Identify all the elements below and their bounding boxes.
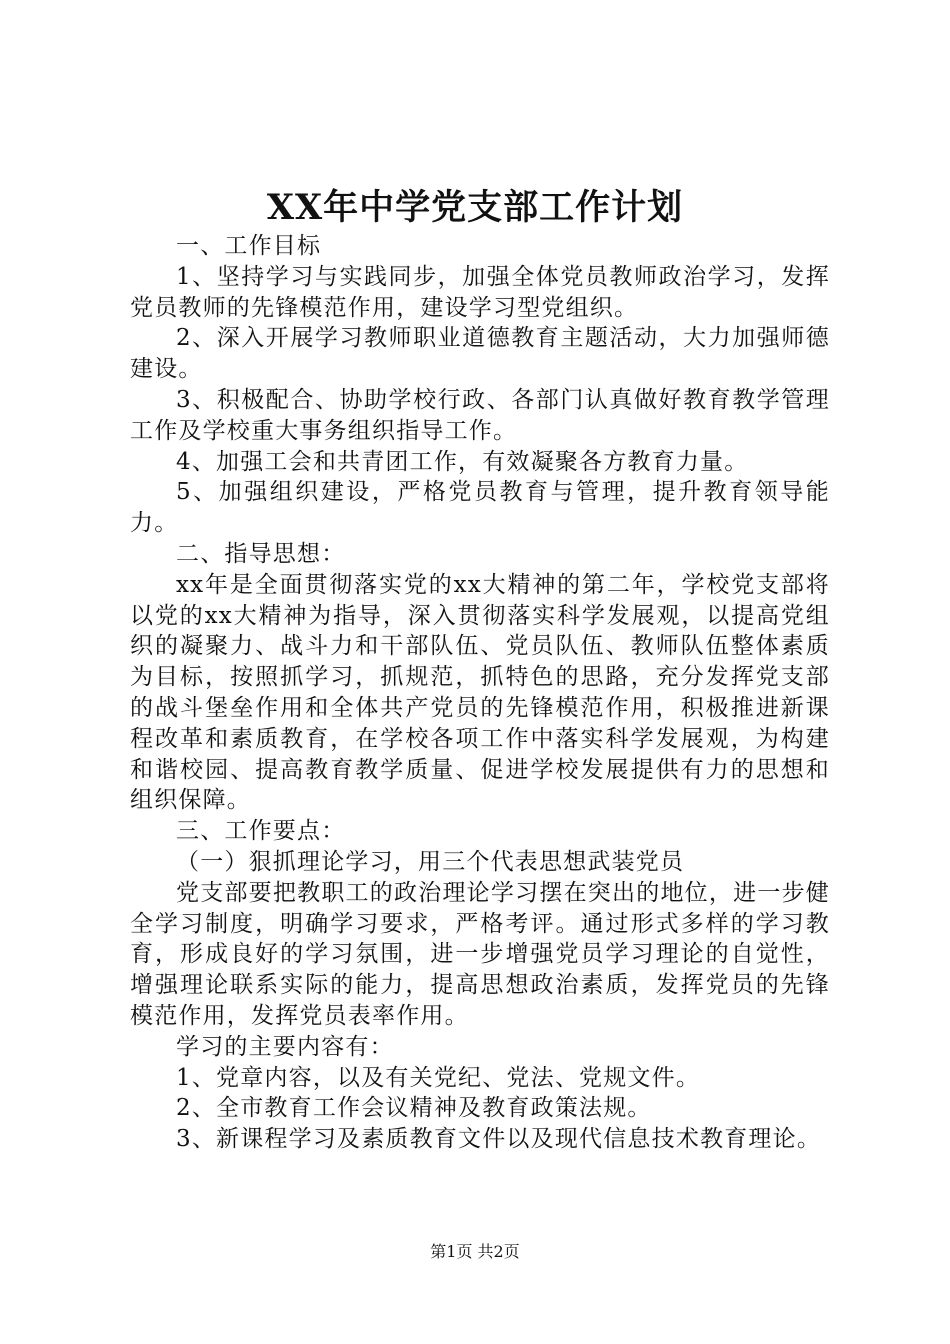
goal-item-5: 5、加强组织建设，严格党员教育与管理，提升教育领导能力。	[130, 479, 830, 537]
study-content-item-2: 2、全市教育工作会议精神及教育政策法规。	[176, 1095, 652, 1122]
page-number-footer: 第1页 共2页	[430, 1242, 520, 1261]
goal-item-3: 3、积极配合、协助学校行政、各部门认真做好教育教学管理工作及学校重大事务组织指导工作。	[130, 386, 830, 444]
subsection-heading-theory-study: （一）狠抓理论学习，用三个代表思想武装党员	[176, 848, 685, 875]
section-heading-goals: 一、工作目标	[176, 233, 322, 259]
guiding-thought-paragraph: xx年是全面贯彻落实党的xx大精神的第二年，学校党支部将以党的xx大精神为指导，深入贯彻落实科学发展观，以提高党组织的凝聚力、战斗力和干部队伍、党员队伍、教师队伍整体素质为目标，按照抓学习，抓规范，抓特色的思路，充分发挥党支部的战斗堡垒作用和全体共产党员的先锋模范作用，积极推进新课程改革和素质教育，在学校各项工作中落实科学发展观，为构建和谐校园、提高教育教学质量、促进学校发展提供有力的思想和组织保障。	[130, 571, 830, 814]
document-title: XX年中学党支部工作计划	[266, 187, 684, 228]
goal-item-1: 1、坚持学习与实践同步，加强全体党员教师政治学习，发挥党员教师的先锋模范作用，建设学习型党组织。	[130, 263, 830, 321]
study-content-item-1: 1、党章内容，以及有关党纪、党法、党规文件。	[176, 1064, 701, 1091]
theory-study-paragraph: 党支部要把教职工的政治理论学习摆在突出的地位，进一步健全学习制度，明确学习要求，严格考评。通过形式多样的学习教育，形成良好的学习氛围，进一步增强党员学习理论的自觉性，增强理论联系实际的能力，提高思想政治素质，发挥党员的先锋模范作用，发挥党员表率作用。	[130, 879, 830, 1029]
goal-item-2: 2、深入开展学习教师职业道德教育主题活动，大力加强师德建设。	[130, 325, 830, 383]
study-content-item-3: 3、新课程学习及素质教育文件以及现代信息技术教育理论。	[176, 1126, 822, 1153]
section-heading-guiding-thought: 二、指导思想：	[176, 540, 346, 567]
goal-item-4: 4、加强工会和共青团工作，有效凝聚各方教育力量。	[176, 448, 749, 475]
document-body	[130, 231, 830, 1155]
section-heading-key-points: 三、工作要点：	[176, 818, 346, 845]
study-content-heading: 学习的主要内容有：	[176, 1033, 394, 1060]
